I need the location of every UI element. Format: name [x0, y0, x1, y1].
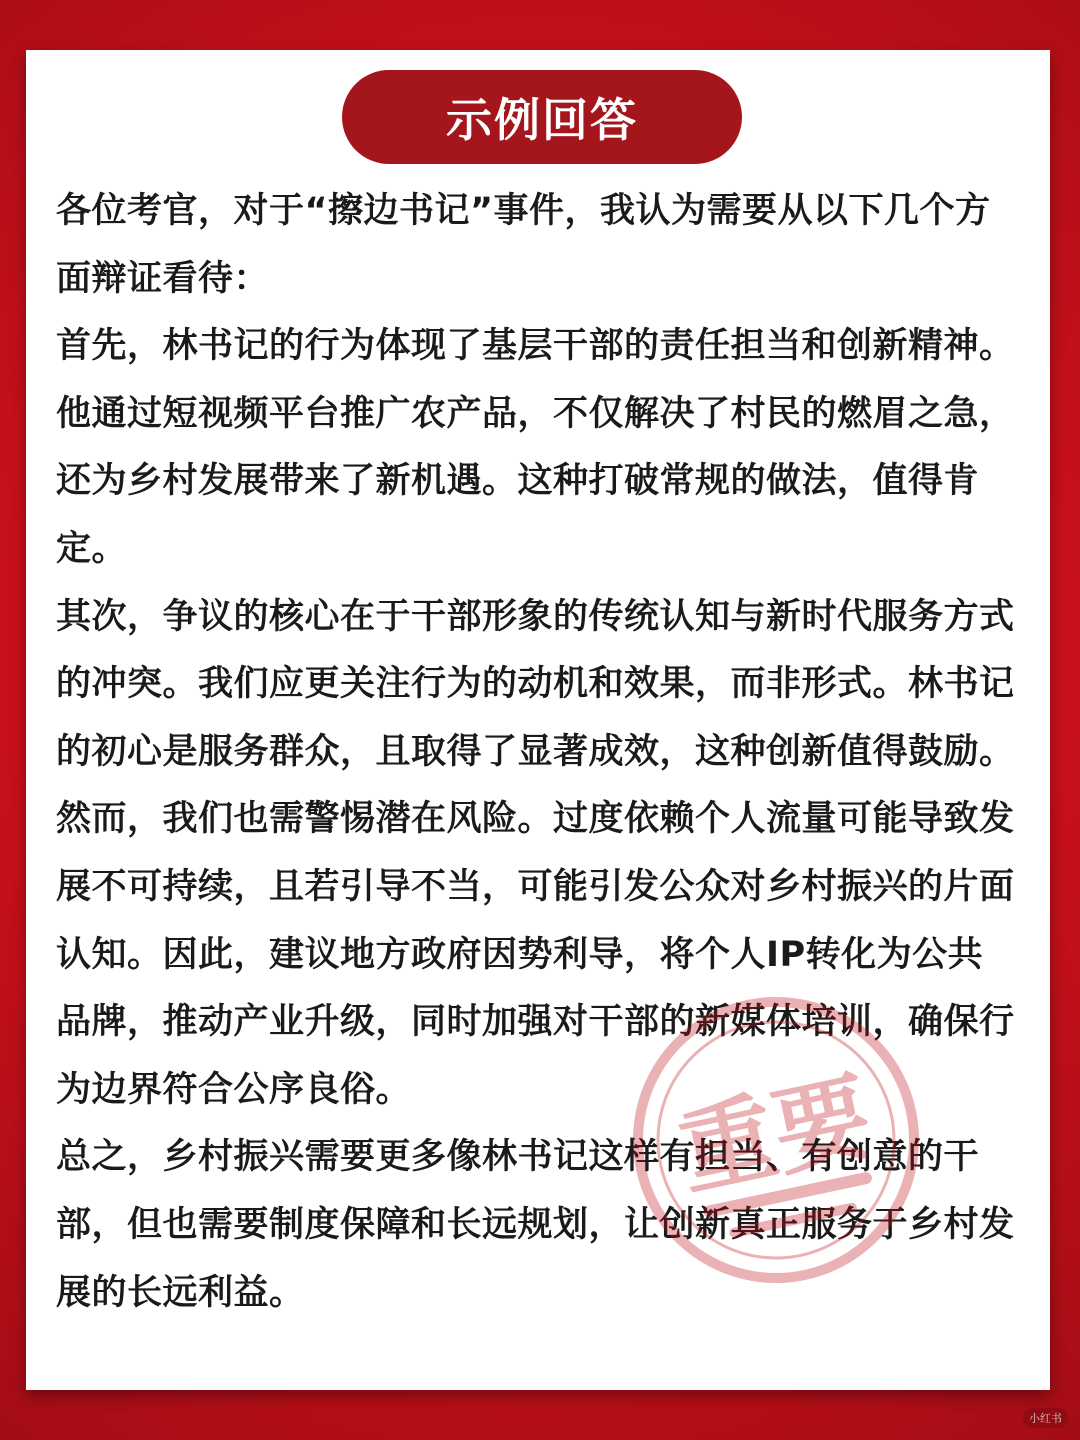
paragraph-intro: 各位考官，对于“擦边书记”事件，我认为需要从以下几个方面辩证看待：: [56, 191, 991, 299]
paragraph-first: 首先，林书记的行为体现了基层干部的责任担当和创新精神。他通过短视频平台推广农产品，不仅解决了村民的燃眉之急，还为乡村发展带来了新机遇。这种打破常规的做法，值得肯定。: [56, 326, 1015, 569]
paragraph-conclusion: 总之，乡村振兴需要更多像林书记这样有担当、有创意的干部，但也需要制度保障和长远规划，让创新真正服务于乡村发展的长远利益。: [56, 1137, 1015, 1313]
answer-body: [56, 178, 1016, 1327]
stamp-label: 重要: [669, 1060, 881, 1210]
content-card: [26, 50, 1050, 1390]
page-title: 示例回答: [446, 93, 638, 147]
page-title-badge: [342, 70, 742, 164]
paragraph-second: 其次，争议的核心在于干部形象的传统认知与新时代服务方式的冲突。我们应更关注行为的动机和效果，而非形式。林书记的初心是服务群众，且取得了显著成效，这种创新值得鼓励。: [56, 596, 1015, 772]
paragraph-however: 然而，我们也需警惕潜在风险。过度依赖个人流量可能导致发展不可持续，且若引导不当，可能引发公众对乡村振兴的片面认知。因此，建议地方政府因势利导，将个人IP转化为公共品牌，推动产业升级，同时加强对干部的新媒体培训，确保行为边界符合公序良俗。: [56, 799, 1015, 1110]
platform-watermark: 小红书: [1023, 1408, 1068, 1428]
